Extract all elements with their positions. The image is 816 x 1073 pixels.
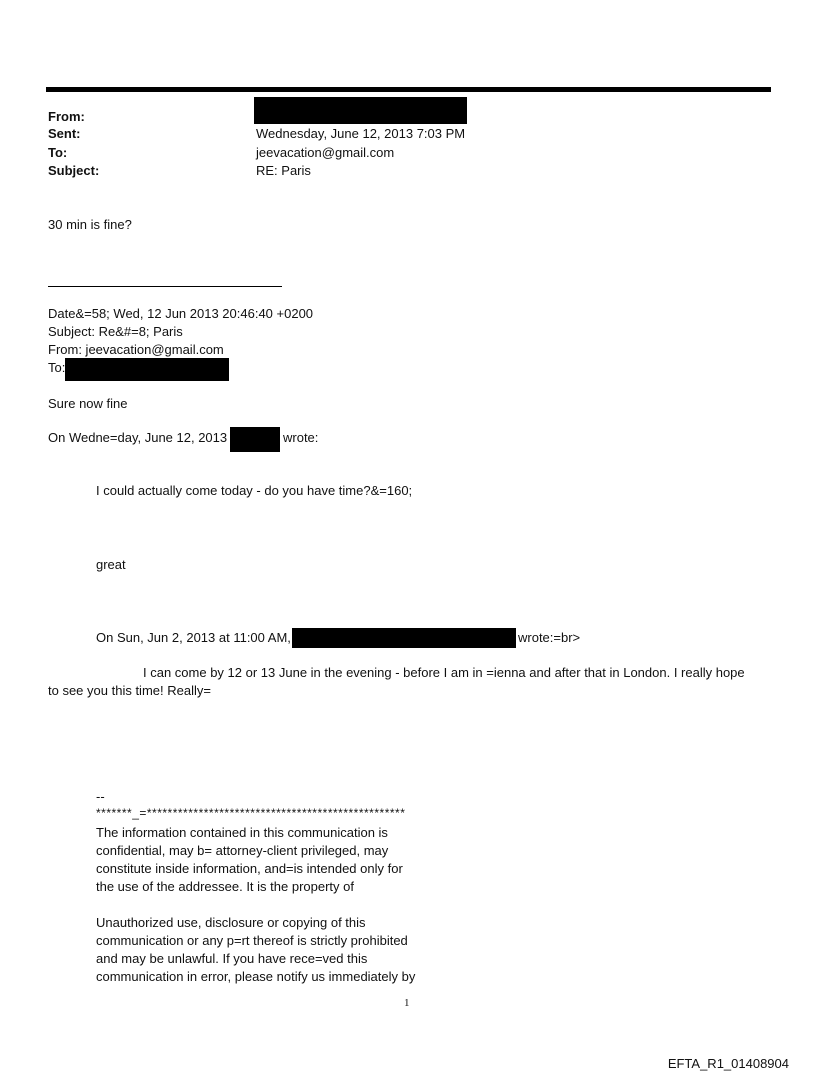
on-wednesday-suffix: wrote: xyxy=(283,430,319,445)
to-value: jeevacation@gmail.com xyxy=(256,145,395,160)
signature-stars: *******_=************************************************** xyxy=(96,806,406,820)
quoted-from: From: jeevacation@gmail.com xyxy=(48,342,224,357)
subject-value: RE: Paris xyxy=(256,163,311,178)
disclaimer-line: the use of the addressee. It is the property of xyxy=(96,879,354,894)
quoted-subject: Subject: Re&#=8; Paris xyxy=(48,324,183,339)
redacted-from xyxy=(254,97,467,124)
from-label: From: xyxy=(48,109,85,124)
disclaimer-line: and may be unlawful. If you have rece=ved this xyxy=(96,951,368,966)
sent-label: Sent: xyxy=(48,126,81,141)
disclaimer-line: confidential, may b= attorney-client privileged, may xyxy=(96,843,389,858)
on-sunday-suffix: wrote:=br> xyxy=(518,630,581,645)
header-rule xyxy=(46,87,771,92)
great-line: great xyxy=(96,557,126,572)
signature-dashes: -- xyxy=(96,789,105,804)
on-wednesday-prefix: On Wedne=day, June 12, 2013 xyxy=(48,430,228,445)
today-line: I could actually come today - do you have time?&=160; xyxy=(96,483,413,498)
sure-line: Sure now fine xyxy=(48,396,128,411)
redacted-sender-2 xyxy=(292,628,516,648)
reply-line: 30 min is fine? xyxy=(48,217,132,232)
document-id-footer: EFTA_R1_01408904 xyxy=(667,1056,789,1071)
to-label: To: xyxy=(48,145,68,160)
redacted-sender-1 xyxy=(230,427,280,452)
june-paragraph-line1: I can come by 12 or 13 June in the evening - before I am in =ienna and after that in London. I really hope xyxy=(143,665,745,680)
disclaimer-line: constitute inside information, and=is intended only for xyxy=(96,861,403,876)
quoted-date: Date&=58; Wed, 12 Jun 2013 20:46:40 +0200 xyxy=(48,306,314,321)
quoted-to-label: To: xyxy=(48,360,66,375)
separator-line xyxy=(48,286,282,287)
disclaimer-line: The information contained in this communication is xyxy=(96,825,388,840)
june-paragraph-line2: to see you this time! Really= xyxy=(48,683,211,698)
disclaimer-line: communication in error, please notify us immediately by xyxy=(96,969,416,984)
page-number: 1 xyxy=(404,997,410,1009)
disclaimer-line: Unauthorized use, disclosure or copying of this xyxy=(96,915,366,930)
disclaimer-line: communication or any p=rt thereof is strictly prohibited xyxy=(96,933,408,948)
on-sunday-prefix: On Sun, Jun 2, 2013 at 11:00 AM, xyxy=(96,630,291,645)
redacted-to xyxy=(65,358,229,381)
sent-value: Wednesday, June 12, 2013 7:03 PM xyxy=(256,126,466,141)
subject-label: Subject: xyxy=(48,163,100,178)
